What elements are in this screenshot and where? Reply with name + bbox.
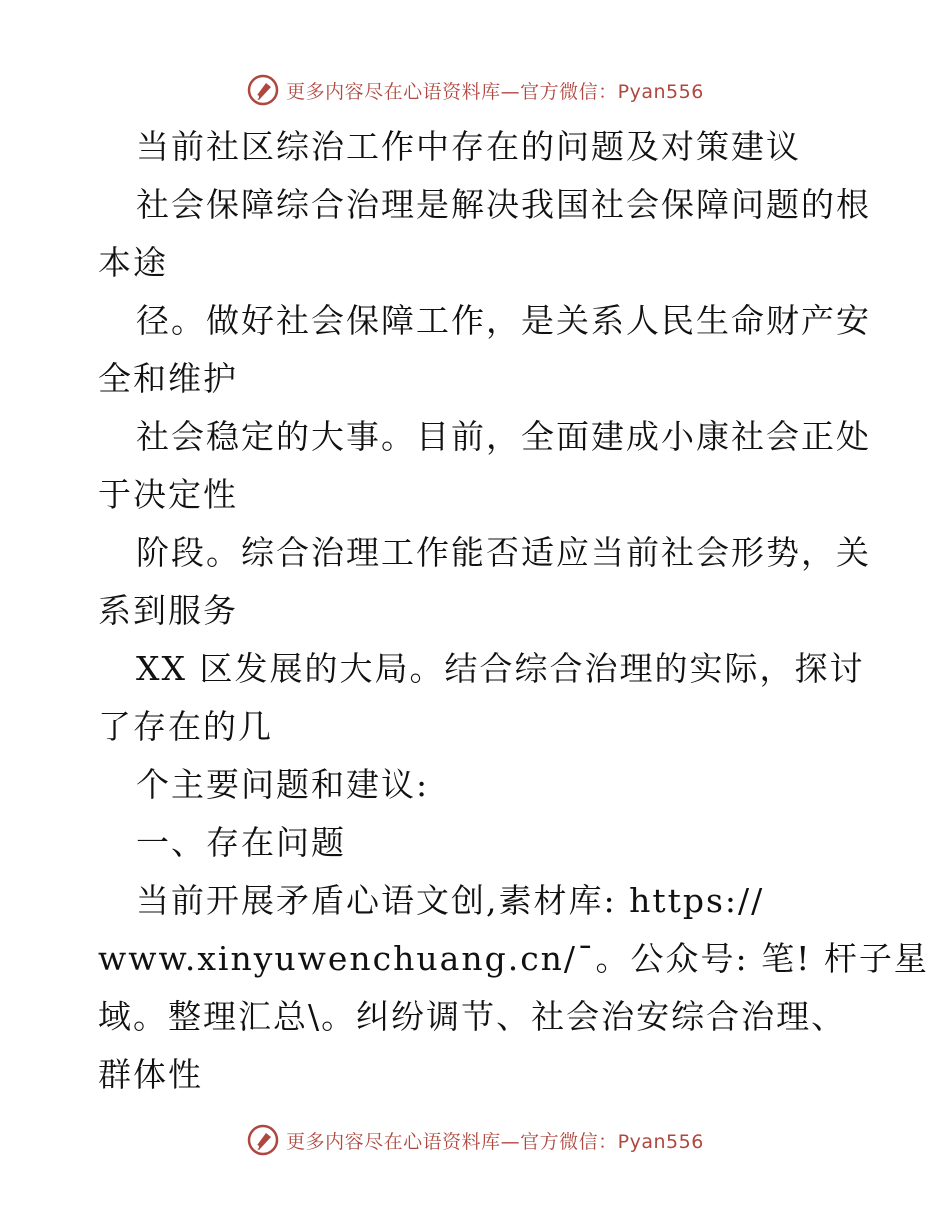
text-line: 社会保障综合治理是解决我国社会保障问题的根 <box>136 185 871 224</box>
banner-text: 更多内容尽在心语资料库—官方微信：Pyan556 <box>286 80 704 103</box>
text-line: 当前开展矛盾心语文创,素材库: https:// <box>136 881 765 920</box>
text-line: 社会稳定的大事。目前，全面建成小康社会正处 <box>136 417 871 456</box>
text-line: 本途 <box>98 243 168 282</box>
footer-banner <box>0 1120 950 1160</box>
pen-nib-circle-icon <box>246 73 280 107</box>
text-line: 域。整理汇总\。纠纷调节、社会治安综合治理、 <box>98 997 847 1036</box>
text-line: 群体性 <box>98 1055 203 1094</box>
text-line: 一、存在问题 <box>136 823 346 862</box>
banner-text: 更多内容尽在心语资料库—官方微信：Pyan556 <box>286 1130 704 1153</box>
text-line: 系到服务 <box>98 591 238 630</box>
text-line: 当前社区综治工作中存在的问题及对策建议 <box>136 127 801 166</box>
text-line: 径。做好社会保障工作，是关系人民生命财产安 <box>136 301 871 340</box>
text-line: XX 区发展的大局。结合综合治理的实际，探讨 <box>136 649 865 688</box>
text-line: 个主要问题和建议: <box>136 765 430 804</box>
text-line: 全和维护 <box>98 359 238 398</box>
text-line: 于决定性 <box>98 475 238 514</box>
document-body <box>98 118 929 1104</box>
text-line: 了存在的几 <box>98 707 273 746</box>
header-banner <box>0 70 950 110</box>
text-line: www.xinyuwenchuang.cn/¯。公众号: 笔! 杆子星 <box>98 939 929 978</box>
pen-nib-circle-icon <box>246 1123 280 1157</box>
text-line: 阶段。综合治理工作能否适应当前社会形势，关 <box>136 533 871 572</box>
